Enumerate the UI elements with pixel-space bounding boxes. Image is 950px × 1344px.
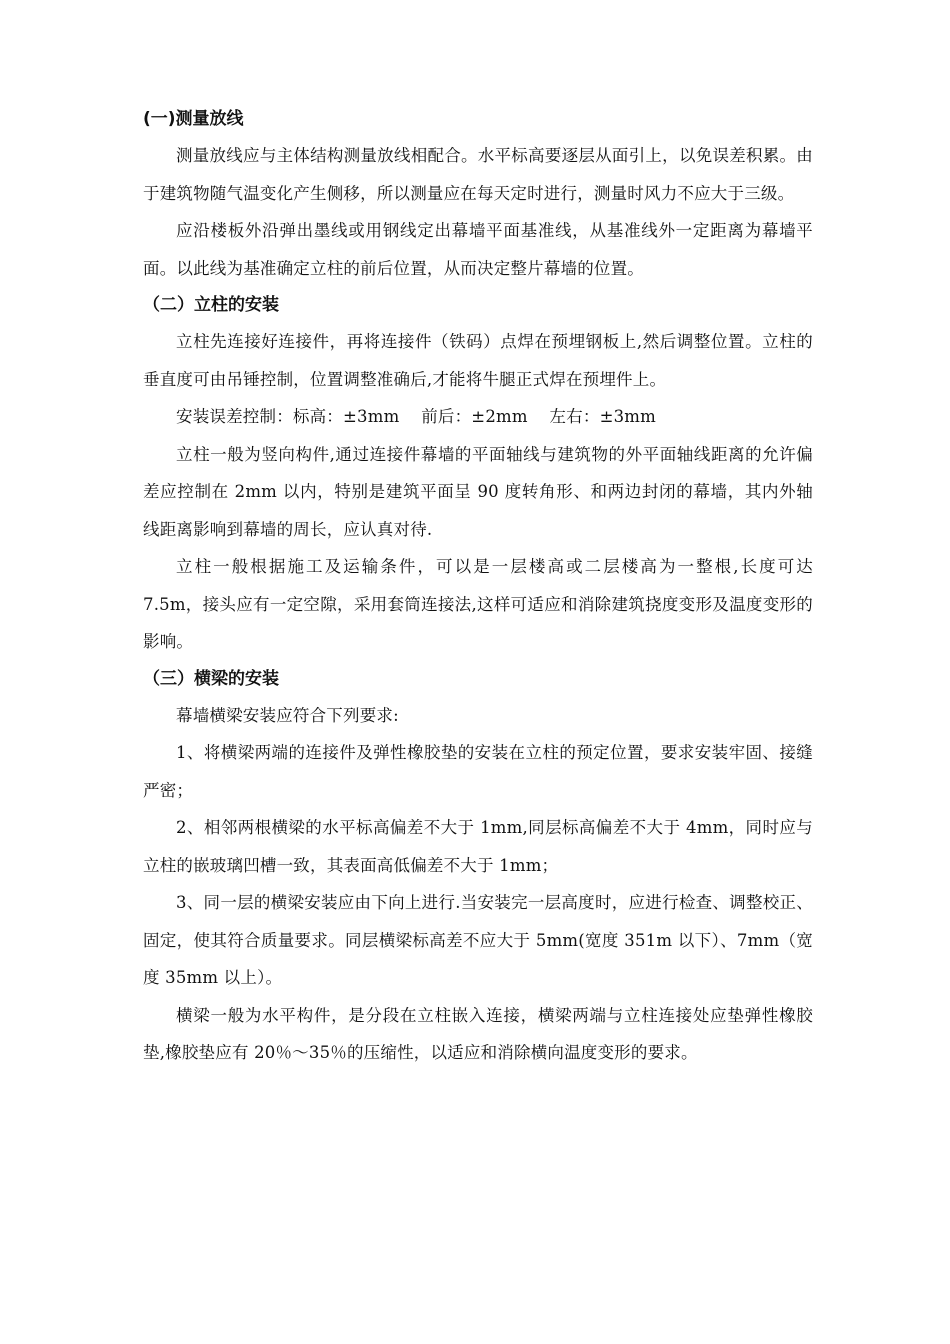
paragraph: 立柱一般根据施工及运输条件，可以是一层楼高或二层楼高为一整根,长度可达 7.5m，接头应有一定空隙，采用套筒连接法,这样可适应和消除建筑挠度变形及温度变形的影响。 [143,557,813,651]
document-page [143,101,813,1072]
paragraph: 测量放线应与主体结构测量放线相配合。水平标高要逐层从面引上，以免误差积累。由于建筑物随气温变化产生侧移，所以测量应在每天定时进行，测量时风力不应大于三级。 [143,146,813,203]
section-column-install [143,287,813,661]
section-beam-install [143,661,813,1072]
section-heading: （三）横梁的安装 [143,668,279,689]
paragraph: 3、同一层的横梁安装应由下向上进行.当安装完一层高度时，应进行检查、调整校正、固定，使其符合质量要求。同层横梁标高差不应大于 5mm(宽度 351m 以下）、7mm（宽度 35mm 以上）。 [143,893,813,987]
section-heading: （二）立柱的安装 [143,295,279,315]
paragraph: 幕墙横梁安装应符合下列要求: [176,705,399,725]
paragraph: 1、将横梁两端的连接件及弹性橡胶垫的安装在立柱的预定位置，要求安装牢固、接缝严密； [143,743,813,800]
paragraph: 立柱一般为竖向构件,通过连接件幕墙的平面轴线与建筑物的外平面轴线距离的允许偏差应控制在 2mm 以内，特别是建筑平面呈 90 度转角形、和两边封闭的幕墙，其内外轴线距离影响到幕墙的周长，应认真对待. [143,444,813,539]
paragraph: 横梁一般为水平构件，是分段在立柱嵌入连接，横梁两端与立柱连接处应垫弹性橡胶垫,橡胶垫应有 20％～35％的压缩性，以适应和消除横向温度变形的要求。 [143,1005,813,1062]
paragraph: 2、相邻两根横梁的水平标高偏差不大于 1mm,同层标高偏差不大于 4mm，同时应与立柱的嵌玻璃凹槽一致，其表面高低偏差不大于 1mm； [143,818,813,875]
paragraph: 立柱先连接好连接件，再将连接件（铁码）点焊在预埋钢板上,然后调整位置。立柱的垂直度可由吊锤控制，位置调整准确后,才能将牛腿正式焊在预埋件上。 [143,332,813,389]
section-measurement [143,101,813,287]
paragraph: 安装误差控制：标高：±3mm 前后：±2mm 左右：±3mm [176,407,657,426]
paragraph: 应沿楼板外沿弹出墨线或用钢线定出幕墙平面基准线，从基准线外一定距离为幕墙平面。以此线为基准确定立柱的前后位置，从而决定整片幕墙的位置。 [143,221,813,278]
section-heading: (一)测量放线 [143,109,244,129]
